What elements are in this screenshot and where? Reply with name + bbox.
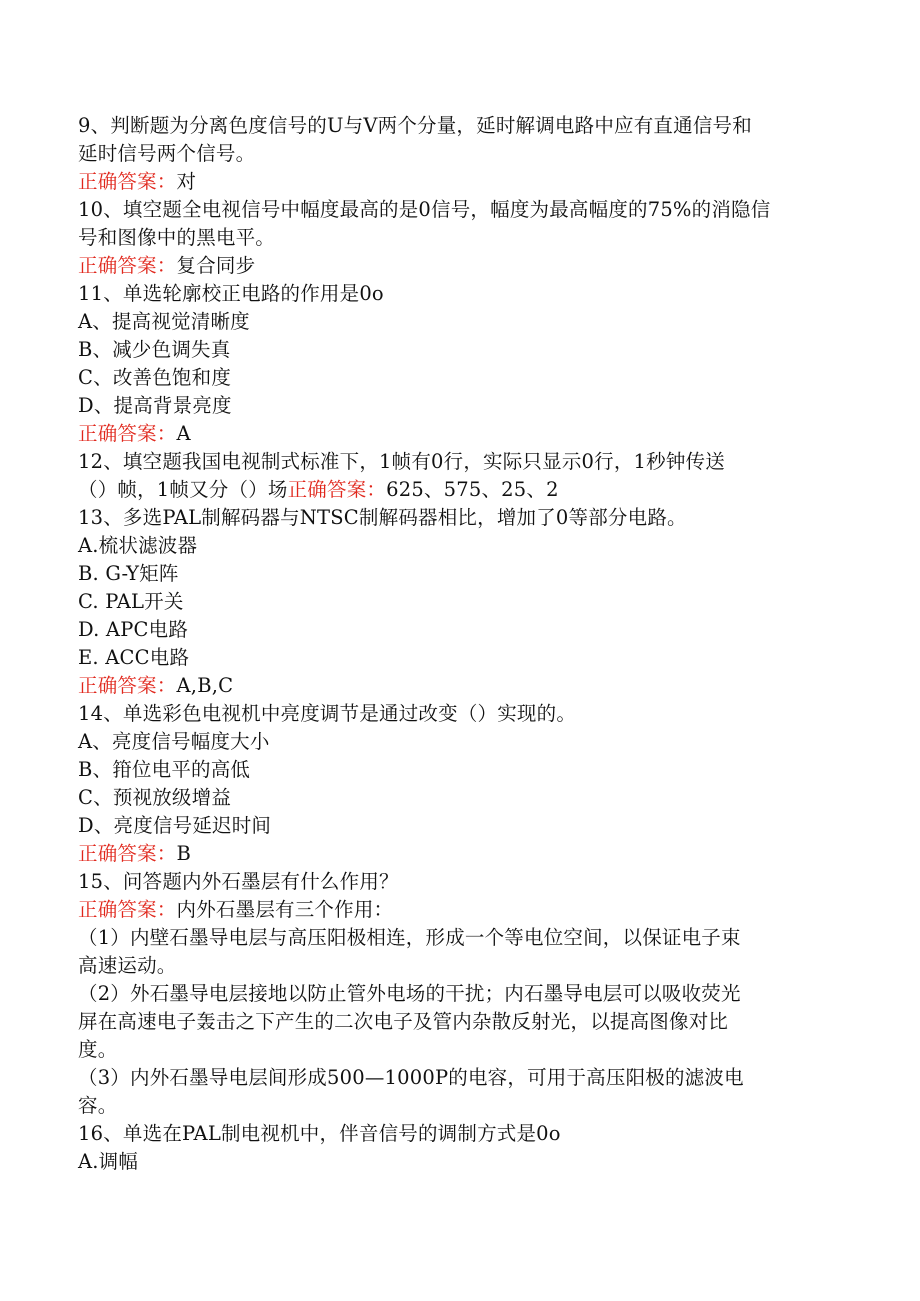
- text-line: A.梳状滤波器: [78, 534, 198, 557]
- text-line: 11、单选轮廓校正电路的作用是0o: [78, 282, 384, 305]
- answer-line: [78, 896, 838, 924]
- question-answer-line: [78, 476, 838, 504]
- text-line: （2）外石墨导电层接地以防止管外电场的干扰；内石墨导电层可以吸收荧光: [78, 982, 741, 1005]
- answer-label: 正确答案：: [78, 842, 177, 865]
- text-line: 12、填空题我国电视制式标准下，1帧有0行，实际只显示0行，1秒钟传送: [78, 450, 725, 473]
- answer-line: [78, 168, 838, 196]
- answer-label: 正确答案：: [78, 170, 177, 193]
- text-line: 屏在高速电子轰击之下产生的二次电子及管内杂散反射光，以提高图像对比: [78, 1010, 729, 1033]
- text-line: 9、判断题为分离色度信号的U与V两个分量，延时解调电路中应有直通信号和: [78, 114, 752, 137]
- answer-label: 正确答案：: [78, 898, 177, 921]
- text-line: 14、单选彩色电视机中亮度调节是通过改变（）实现的。: [78, 702, 577, 725]
- text-line: C. PAL开关: [78, 590, 184, 613]
- answer-text: 内外石墨层有三个作用：: [176, 898, 394, 921]
- text-line: （1）内壁石墨导电层与高压阳极相连，形成一个等电位空间，以保证电子束: [78, 926, 741, 949]
- text-line: A、亮度信号幅度大小: [78, 730, 270, 753]
- text-line: C、预视放级增益: [78, 786, 232, 809]
- answer-line: [78, 840, 838, 868]
- text-line: D. APC电路: [78, 618, 189, 641]
- text-line: 延时信号两个信号。: [78, 142, 256, 165]
- text-line: B. G-Y矩阵: [78, 562, 179, 585]
- text-line: 16、单选在PAL制电视机中，伴音信号的调制方式是0o: [78, 1122, 561, 1145]
- text-line: D、提高背景亮度: [78, 394, 232, 417]
- question-text: （）帧，1帧又分（）场: [78, 478, 288, 501]
- text-line: 13、多选PAL制解码器与NTSC制解码器相比，增加了0等部分电路。: [78, 506, 687, 529]
- text-line: 号和图像中的黑电平。: [78, 226, 276, 249]
- text-line: 度。: [78, 1038, 118, 1061]
- answer-line: [78, 252, 838, 280]
- text-line: 高速运动。: [78, 954, 177, 977]
- answer-text: B: [176, 842, 192, 865]
- document-body: [78, 112, 838, 1176]
- text-line: A、提高视觉清晰度: [78, 310, 250, 333]
- answer-label: 正确答案：: [78, 674, 177, 697]
- text-line: （3）内外石墨导电层间形成500—1000P的电容，可用于高压阳极的滤波电: [78, 1066, 744, 1089]
- text-line: A.调幅: [78, 1150, 139, 1173]
- answer-line: [78, 420, 838, 448]
- text-line: B、减少色调失真: [78, 338, 231, 361]
- answer-text: 对: [176, 170, 197, 193]
- answer-text: A: [176, 422, 191, 445]
- text-line: 15、问答题内外石墨层有什么作用？: [78, 870, 399, 893]
- answer-label: 正确答案：: [287, 478, 387, 501]
- text-line: 容。: [78, 1094, 118, 1117]
- answer-text: A,B,C: [176, 674, 234, 697]
- text-line: B、箝位电平的高低: [78, 758, 251, 781]
- answer-line: [78, 672, 838, 700]
- text-line: E. ACC电路: [78, 646, 190, 669]
- answer-text: 复合同步: [176, 254, 256, 277]
- text-line: 10、填空题全电视信号中幅度最高的是0信号，幅度为最高幅度的75%的消隐信: [78, 198, 771, 221]
- answer-text: 625、575、25、2: [386, 478, 559, 501]
- text-line: D、亮度信号延迟时间: [78, 814, 272, 837]
- answer-label: 正确答案：: [78, 254, 177, 277]
- answer-label: 正确答案：: [78, 422, 177, 445]
- text-line: C、改善色饱和度: [78, 366, 232, 389]
